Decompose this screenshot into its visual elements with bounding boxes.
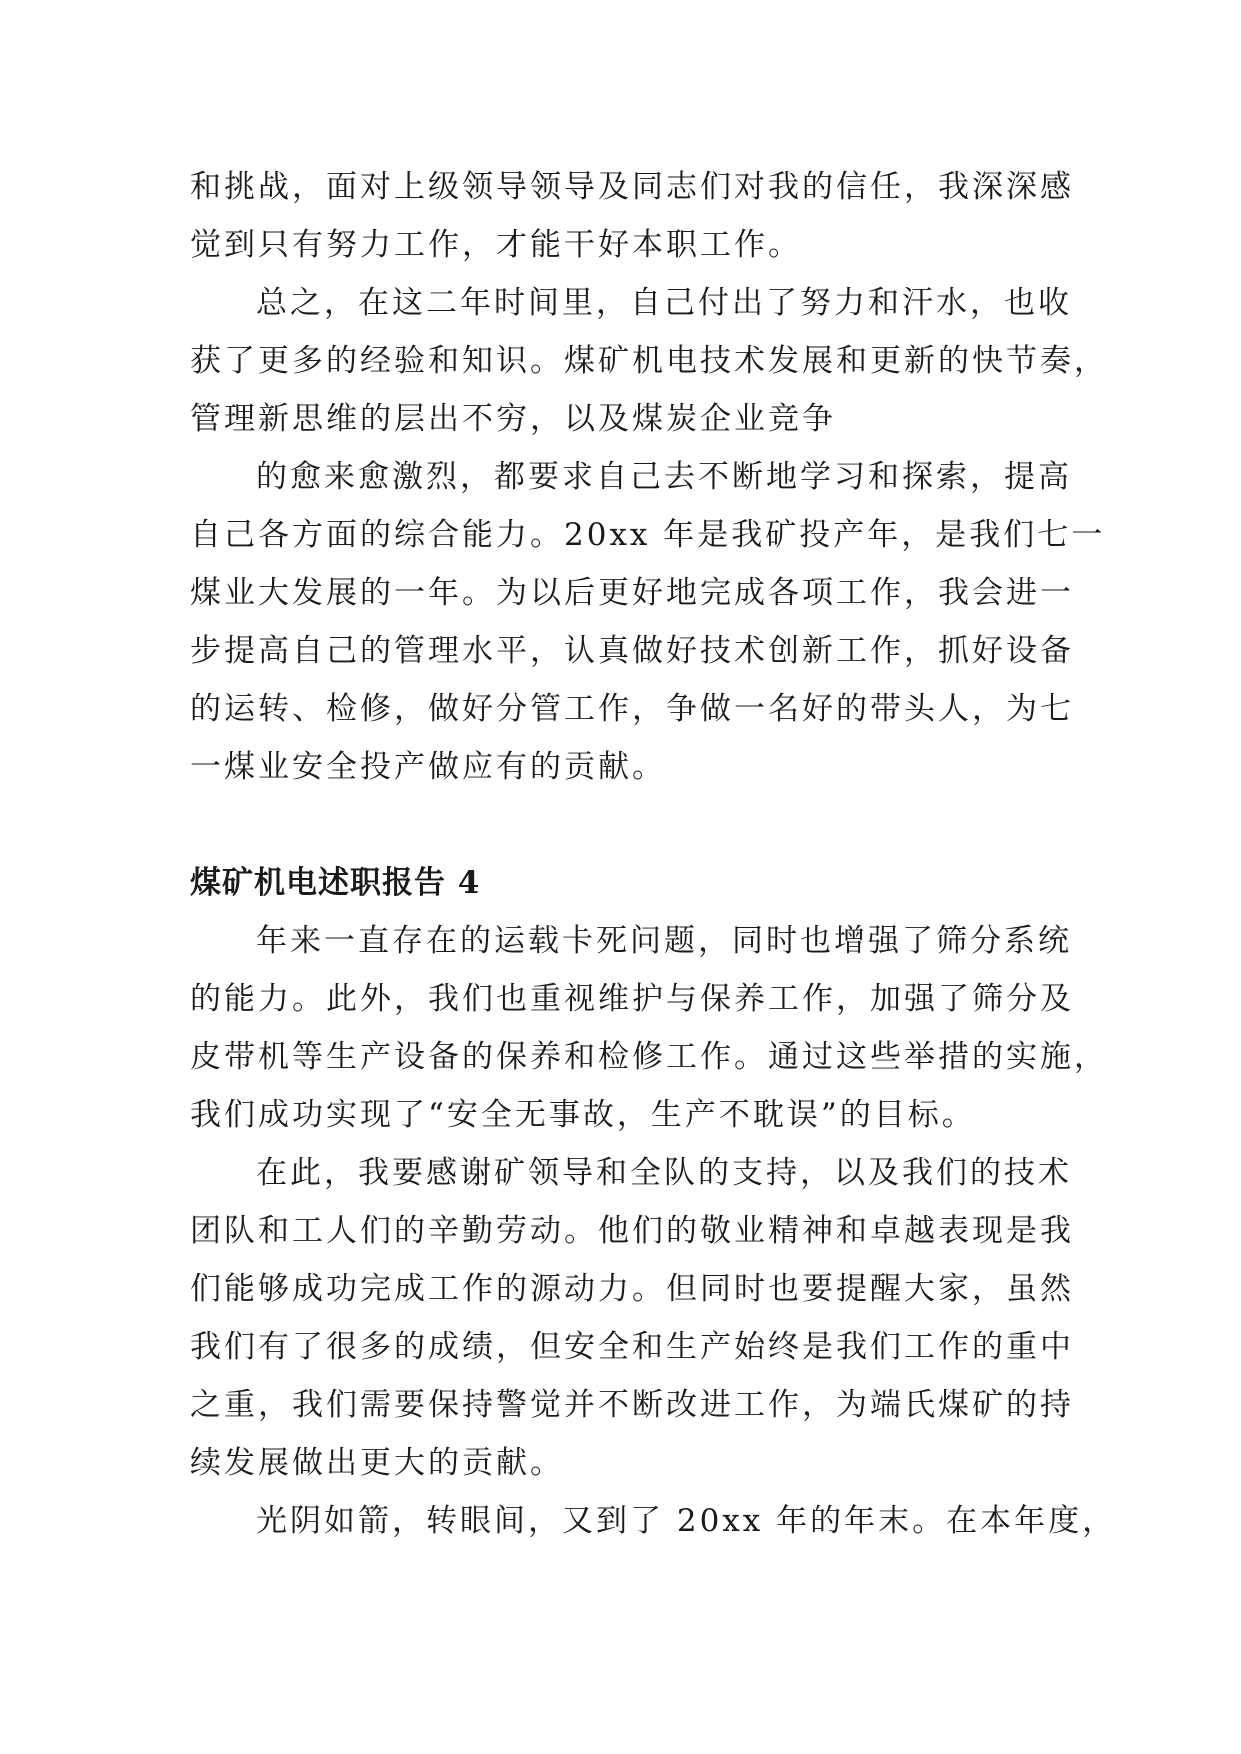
text-line: 管理新思维的层出不穷，以及煤炭企业竞争 xyxy=(190,401,836,437)
paragraph-2 xyxy=(190,274,1108,448)
text-line: 煤业大发展的一年。为以后更好地完成各项工作，我会进一 xyxy=(190,575,1074,611)
paragraph-6 xyxy=(190,1492,1117,1550)
text-line: 获了更多的经验和知识。煤矿机电技术发展和更新的快节奏， xyxy=(190,343,1108,379)
text-line: 年来一直存在的运载卡死问题，同时也增强了筛分系统 xyxy=(256,923,1072,959)
text-line: 觉到只有努力工作，才能干好本职工作。 xyxy=(190,227,802,263)
section-title: 煤矿机电述职报告 4 xyxy=(190,865,481,901)
text-line: 们能够成功完成工作的源动力。但同时也要提醒大家，虽然 xyxy=(190,1271,1074,1307)
text-line: 在此，我要感谢矿领导和全队的支持，以及我们的技术 xyxy=(256,1155,1072,1191)
text-line: 皮带机等生产设备的保养和检修工作。通过这些举措的实施， xyxy=(190,1039,1108,1075)
document-body xyxy=(190,158,1117,1550)
section-gap xyxy=(190,796,1050,854)
text-line: 我们成功实现了“安全无事故，生产不耽误”的目标。 xyxy=(190,1097,976,1133)
text-line: 和挑战，面对上级领导领导及同志们对我的信任，我深深感 xyxy=(190,169,1074,205)
text-line: 一煤业安全投产做应有的贡献。 xyxy=(190,749,666,785)
text-line: 自己各方面的综合能力。20xx 年是我矿投产年，是我们七一 xyxy=(190,517,1106,553)
text-line: 步提高自己的管理水平，认真做好技术创新工作，抓好设备 xyxy=(190,633,1074,669)
paragraph-3 xyxy=(190,448,1106,796)
text-line: 之重，我们需要保持警觉并不断改进工作，为端氏煤矿的持 xyxy=(190,1387,1074,1423)
text-line: 的能力。此外，我们也重视维护与保养工作，加强了筛分及 xyxy=(190,981,1074,1017)
text-line: 的运转、检修，做好分管工作，争做一名好的带头人，为七 xyxy=(190,691,1074,727)
text-line: 续发展做出更大的贡献。 xyxy=(190,1445,564,1481)
text-line: 团队和工人们的辛勤劳动。他们的敬业精神和卓越表现是我 xyxy=(190,1213,1074,1249)
paragraph-4 xyxy=(190,912,1108,1144)
paragraph-1 xyxy=(190,158,1074,274)
paragraph-5 xyxy=(190,1144,1074,1492)
text-line: 总之，在这二年时间里，自己付出了努力和汗水，也收 xyxy=(256,285,1072,321)
text-line: 光阴如箭，转眼间，又到了 20xx 年的年末。在本年度， xyxy=(256,1503,1117,1539)
text-line: 的愈来愈激烈，都要求自己去不断地学习和探索，提高 xyxy=(256,459,1072,495)
text-line: 我们有了很多的成绩，但安全和生产始终是我们工作的重中 xyxy=(190,1329,1074,1365)
